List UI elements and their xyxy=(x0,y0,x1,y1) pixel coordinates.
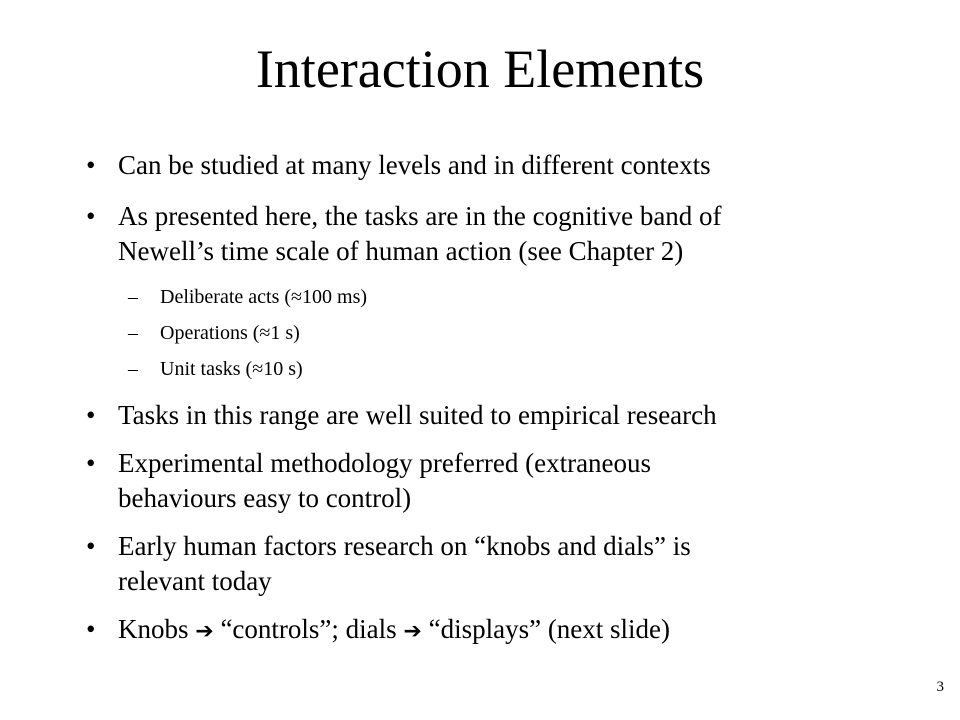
sub-bullet-text: Unit tasks (≈10 s) xyxy=(160,358,303,380)
slide-title: Interaction Elements xyxy=(255,39,705,99)
sub-bullet-text: Deliberate acts (≈100 ms) xyxy=(160,286,368,308)
bullet-text xyxy=(118,529,878,599)
bullet-text xyxy=(118,446,878,516)
sub-bullet-marker: – xyxy=(128,286,138,308)
bullet-text xyxy=(118,199,878,269)
bullet-marker: • xyxy=(86,201,96,231)
bullet-marker: • xyxy=(86,150,96,180)
bullet-text-part: Knobs xyxy=(118,614,196,644)
bullet-text-part: “displays” (next slide) xyxy=(421,614,671,644)
bullet-text xyxy=(118,612,878,649)
right-arrow-icon: ➔ xyxy=(403,619,422,644)
bullet-marker: • xyxy=(86,448,96,478)
bullet-marker: • xyxy=(86,400,96,430)
bullet-text-line: Newell’s time scale of human action (see Chapter 2) xyxy=(118,236,684,266)
right-arrow-icon: ➔ xyxy=(195,619,214,644)
bullet-text: Tasks in this range are well suited to empirical research xyxy=(118,400,717,430)
bullet-text-line: behaviours easy to control) xyxy=(118,483,412,513)
bullet-text: Can be studied at many levels and in different contexts xyxy=(118,150,711,180)
bullet-text-line: Experimental methodology preferred (extraneous xyxy=(118,448,652,478)
page-number: 3 xyxy=(936,679,944,695)
bullet-text-part: “controls”; dials xyxy=(213,614,404,644)
sub-bullet-marker: – xyxy=(128,322,138,344)
bullet-marker: • xyxy=(86,531,96,561)
bullet-text-line: Early human factors research on “knobs and dials” is xyxy=(118,531,691,561)
sub-bullet-text: Operations (≈1 s) xyxy=(160,322,300,344)
bullet-text-line: relevant today xyxy=(118,566,272,596)
sub-bullet-marker: – xyxy=(128,358,138,380)
bullet-text-line: As presented here, the tasks are in the cognitive band of xyxy=(118,201,722,231)
bullet-marker: • xyxy=(86,614,96,644)
